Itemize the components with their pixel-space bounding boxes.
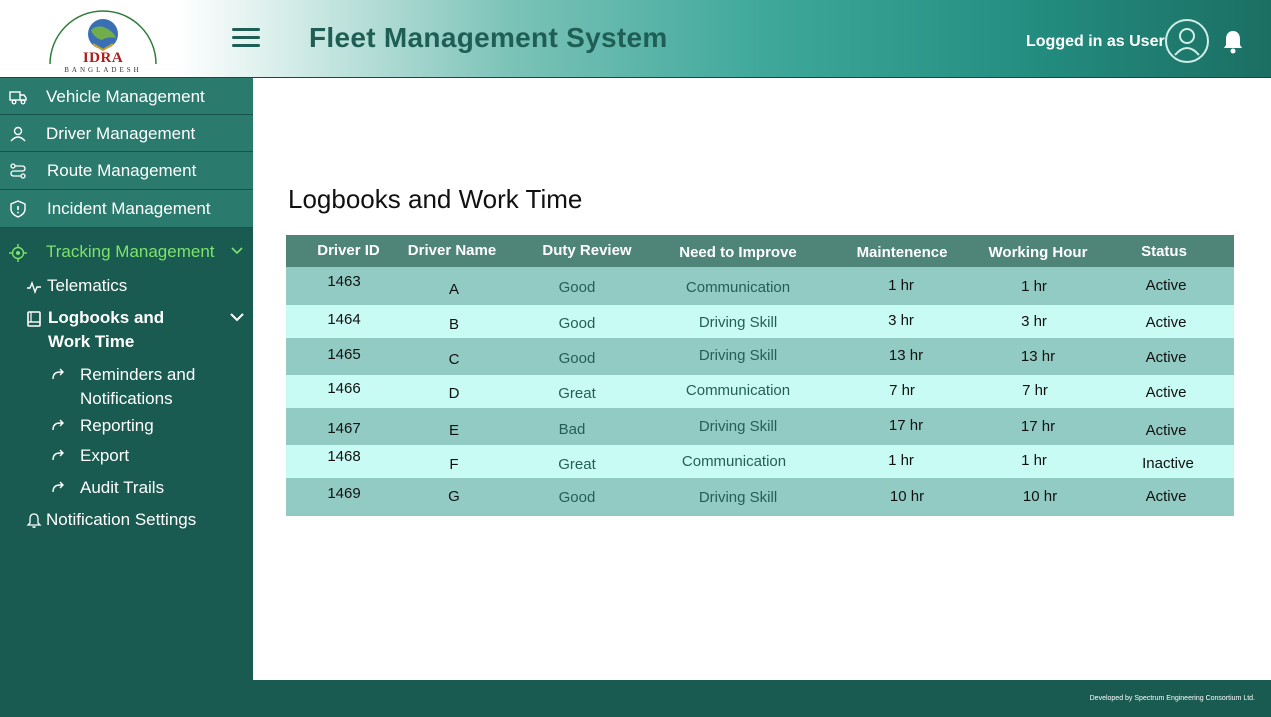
cell-working-hour: 1 hr bbox=[1021, 278, 1047, 295]
redo-arrow-icon bbox=[50, 448, 66, 464]
activity-icon bbox=[26, 279, 42, 295]
sidebar-item-logbooks[interactable] bbox=[26, 308, 248, 356]
user-icon bbox=[9, 125, 27, 143]
cell-duty-review: Good bbox=[558, 350, 596, 367]
sidebar-item-driver-management[interactable] bbox=[0, 115, 253, 152]
sidebar-item-tracking-management[interactable] bbox=[0, 236, 253, 266]
cell-need-to-improve: Driving Skill bbox=[698, 347, 778, 364]
cell-driver-name: A bbox=[448, 281, 459, 298]
route-icon bbox=[9, 162, 27, 180]
app-footer bbox=[0, 680, 1271, 717]
sidebar-item-label: Notifications bbox=[80, 389, 173, 408]
sidebar-item-label: Audit Trails bbox=[80, 478, 165, 497]
sidebar-item-route-management[interactable] bbox=[0, 152, 253, 190]
sidebar-item-incident-management[interactable] bbox=[0, 190, 253, 228]
cell-driver-id: 1467 bbox=[327, 420, 361, 437]
cell-driver-name: F bbox=[449, 456, 459, 473]
column-header-maintenence[interactable]: Maintenence bbox=[856, 244, 948, 261]
cell-working-hour: 17 hr bbox=[1020, 418, 1056, 435]
sidebar-item-label: Tracking Management bbox=[46, 242, 215, 261]
cell-working-hour: 7 hr bbox=[1022, 382, 1048, 399]
cell-status: Active bbox=[1145, 488, 1187, 505]
table-row[interactable] bbox=[286, 445, 1234, 478]
cell-need-to-improve: Communication bbox=[681, 453, 787, 470]
cell-driver-id: 1468 bbox=[327, 448, 361, 465]
cell-need-to-improve: Driving Skill bbox=[698, 489, 778, 506]
cell-status: Active bbox=[1145, 384, 1187, 401]
sidebar-item-label: Work Time bbox=[48, 332, 135, 351]
cell-working-hour: 13 hr bbox=[1020, 348, 1056, 365]
logged-in-label: Logged in as User bbox=[1026, 33, 1165, 50]
logo-country: BANGLADESH bbox=[64, 66, 142, 74]
cell-duty-review: Good bbox=[558, 315, 596, 332]
sidebar-item-label: Telematics bbox=[47, 276, 128, 295]
column-header-need-to-improve[interactable]: Need to Improve bbox=[679, 244, 797, 261]
cell-maintenence: 10 hr bbox=[889, 488, 925, 505]
redo-arrow-icon bbox=[50, 418, 66, 434]
sidebar bbox=[0, 78, 253, 680]
sidebar-item-label: Logbooks and bbox=[48, 308, 165, 327]
cell-driver-name: E bbox=[448, 422, 459, 439]
column-header-driver-name[interactable]: Driver Name bbox=[407, 242, 497, 259]
bell-outline-icon bbox=[26, 512, 42, 528]
redo-arrow-icon bbox=[50, 367, 66, 383]
cell-working-hour: 3 hr bbox=[1021, 313, 1047, 330]
cell-duty-review: Good bbox=[558, 489, 596, 506]
cell-duty-review: Good bbox=[558, 279, 596, 296]
menu-toggle-icon[interactable] bbox=[232, 28, 260, 50]
cell-duty-review: Great bbox=[558, 385, 596, 402]
idra-logo[interactable] bbox=[36, 6, 170, 76]
sidebar-item-label: Reminders and bbox=[80, 365, 196, 384]
column-header-duty-review[interactable]: Duty Review bbox=[542, 242, 632, 259]
table-row[interactable] bbox=[286, 375, 1234, 408]
bell-icon[interactable] bbox=[1222, 28, 1244, 54]
sidebar-item-label: Notification Settings bbox=[46, 510, 197, 529]
cell-duty-review: Bad bbox=[558, 421, 586, 438]
cell-need-to-improve: Communication bbox=[685, 279, 791, 296]
cell-driver-name: G bbox=[448, 488, 460, 505]
cell-maintenence: 7 hr bbox=[889, 382, 915, 399]
sidebar-item-label: Route Management bbox=[47, 161, 197, 180]
column-header-status[interactable]: Status bbox=[1141, 243, 1187, 260]
sidebar-item-vehicle-management[interactable] bbox=[0, 78, 253, 115]
cell-driver-name: D bbox=[448, 385, 460, 402]
cell-driver-id: 1466 bbox=[327, 380, 361, 397]
cell-maintenence: 1 hr bbox=[888, 452, 914, 469]
sidebar-item-label: Vehicle Management bbox=[46, 87, 205, 106]
table-row[interactable] bbox=[286, 408, 1234, 445]
cell-need-to-improve: Driving Skill bbox=[698, 314, 778, 331]
chevron-down-icon bbox=[229, 312, 245, 324]
sidebar-item-label: Driver Management bbox=[46, 124, 196, 143]
sidebar-item-label: Export bbox=[80, 446, 130, 465]
page-title: Logbooks and Work Time bbox=[288, 184, 583, 214]
cell-status: Inactive bbox=[1142, 455, 1194, 472]
cell-duty-review: Great bbox=[558, 456, 596, 473]
cell-driver-name: B bbox=[448, 316, 459, 333]
cell-working-hour: 10 hr bbox=[1022, 488, 1058, 505]
cell-status: Active bbox=[1145, 314, 1187, 331]
user-avatar-icon[interactable] bbox=[1165, 19, 1209, 63]
cell-maintenence: 1 hr bbox=[888, 277, 914, 294]
cell-driver-id: 1469 bbox=[327, 485, 361, 502]
cell-maintenence: 17 hr bbox=[888, 417, 924, 434]
cell-maintenence: 3 hr bbox=[888, 312, 914, 329]
sidebar-item-label: Incident Management bbox=[47, 199, 211, 218]
cell-driver-id: 1464 bbox=[327, 311, 361, 328]
cell-driver-id: 1465 bbox=[327, 346, 361, 363]
cell-working-hour: 1 hr bbox=[1021, 452, 1047, 469]
logbook-table bbox=[286, 235, 1234, 516]
cell-maintenence: 13 hr bbox=[888, 347, 924, 364]
table-row[interactable] bbox=[286, 338, 1234, 375]
table-row[interactable] bbox=[286, 305, 1234, 338]
table-header bbox=[286, 235, 1234, 267]
cell-need-to-improve: Driving Skill bbox=[698, 418, 778, 435]
app-title: Fleet Management System bbox=[309, 22, 668, 53]
cell-need-to-improve: Communication bbox=[685, 382, 791, 399]
footer-credit: Developed by Spectrum Engineering Consortium Ltd. bbox=[1089, 695, 1255, 702]
target-icon bbox=[9, 244, 27, 262]
shield-icon bbox=[9, 200, 27, 218]
cell-driver-name: C bbox=[448, 351, 460, 368]
truck-icon bbox=[9, 88, 27, 106]
book-icon bbox=[26, 311, 42, 327]
sidebar-item-label: Reporting bbox=[80, 416, 154, 435]
table-row[interactable] bbox=[286, 267, 1234, 305]
cell-status: Active bbox=[1145, 422, 1187, 439]
column-header-driver-id[interactable]: Driver ID bbox=[317, 242, 380, 259]
chevron-down-icon bbox=[230, 246, 244, 256]
cell-driver-id: 1463 bbox=[327, 273, 361, 290]
cell-status: Active bbox=[1145, 349, 1187, 366]
cell-status: Active bbox=[1145, 277, 1187, 294]
app-header bbox=[0, 0, 1271, 78]
table-row[interactable] bbox=[286, 478, 1234, 516]
logo-text: IDRA bbox=[82, 50, 124, 66]
column-header-working-hour[interactable]: Working Hour bbox=[988, 244, 1088, 261]
redo-arrow-icon bbox=[50, 480, 66, 496]
